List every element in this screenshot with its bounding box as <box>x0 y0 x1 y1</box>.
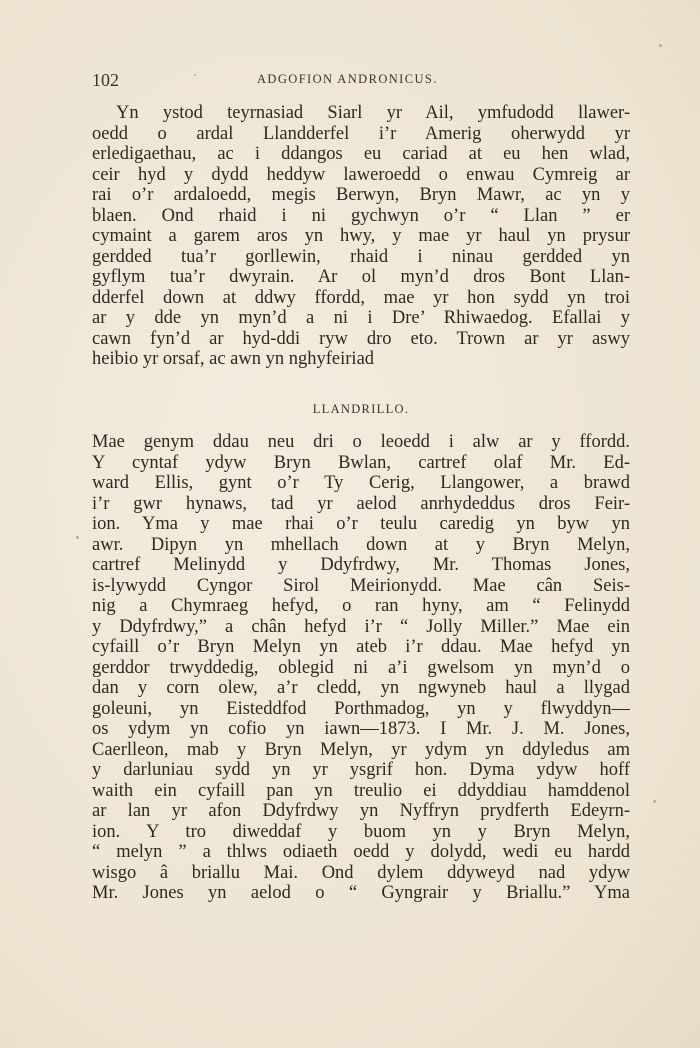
text-line: ceir hyd y dydd heddyw laweroedd o enwau Cymreig ar <box>92 164 630 185</box>
text-line: gerdded tua’r gorllewin, rhaid i ninau gerdded yn <box>92 246 630 267</box>
text-line: i’r gwr hynaws, tad yr aelod anrhydeddus dros Feir- <box>92 493 630 514</box>
text-line: dderfel down at ddwy ffordd, mae yr hon sydd yn troi <box>92 287 630 308</box>
text-line: awr. Dipyn yn mhellach down at y Bryn Melyn, <box>92 534 630 555</box>
text-line: wisgo â briallu Mai. Ond dylem ddyweyd nad ydyw <box>92 862 630 883</box>
text-line: Caerlleon, mab y Bryn Melyn, yr ydym yn ddyledus am <box>92 739 630 760</box>
text-line: ar lan yr afon Ddyfrdwy yn Nyffryn prydferth Edeyrn- <box>92 801 630 821</box>
text-line: Yn ystod teyrnasiad Siarl yr Ail, ymfudodd llawer- <box>116 103 630 123</box>
text-line: dan y corn olew, a’r cledd, yn ngwyneb haul a llygad <box>92 678 630 698</box>
text-line: y Ddyfrdwy,” a chân hefyd i’r “ Jolly Miller.” Mae ein <box>92 616 630 637</box>
page-header <box>92 70 632 94</box>
paper-speck <box>194 74 196 76</box>
text-line: is-lywydd Cyngor Sirol Meirionydd. Mae cân Seis- <box>92 575 630 596</box>
text-line: oedd o ardal Llandderfel i’r Amerig oherwydd yr <box>92 123 630 144</box>
text-line: goleuni, yn Eisteddfod Porthmadog, yn y flwyddyn— <box>92 698 630 719</box>
text-line: erledigaethau, ac i ddangos eu cariad at eu hen wlad, <box>92 144 630 164</box>
paper-speck <box>76 536 79 539</box>
text-line: cawn fyn’d ar hyd-ddi ryw dro eto. Trown ar yr aswy <box>92 328 630 349</box>
text-line: ar y dde yn myn’d a ni i Dre’ Rhiwaedog. Efallai y <box>92 308 630 328</box>
page-number: 102 <box>92 70 119 90</box>
text-line: y darluniau sydd yn yr ysgrif hon. Dyma ydyw hoff <box>92 760 630 780</box>
paper-speck <box>659 44 662 47</box>
text-line: gyflym tua’r dwyrain. Ar ol myn’d dros Bont Llan- <box>92 267 630 287</box>
text-line: ion. Yma y mae rhai o’r teulu caredig yn byw yn <box>92 514 630 534</box>
text-line: heibio yr orsaf, ac awn yn nghyfeiriad <box>92 349 375 369</box>
paragraph-2 <box>92 432 630 904</box>
text-line: ion. Y tro diweddaf y buom yn y Bryn Melyn, <box>92 821 630 842</box>
text-line: rai o’r ardaloedd, megis Berwyn, Bryn Mawr, ac yn y <box>92 185 630 205</box>
text-line: nig a Chymraeg hefyd, o ran hyny, am “ Felinydd <box>92 596 630 616</box>
text-line: cartref Melinydd y Ddyfrdwy, Mr. Thomas Jones, <box>92 555 630 575</box>
text-line: Mae genym ddau neu dri o leoedd i alw ar y ffordd. <box>92 432 630 452</box>
text-line: cymaint a garem aros yn hwy, y mae yr haul yn prysur <box>92 226 630 246</box>
text-line: blaen. Ond rhaid i ni gychwyn o’r “ Llan ” er <box>92 205 630 226</box>
text-line: “ melyn ” a thlws odiaeth oedd y dolydd, wedi eu hardd <box>92 842 630 862</box>
text-line: gerddor trwyddedig, oblegid ni a’i gwelsom yn myn’d o <box>92 657 630 678</box>
text-line: os ydym yn cofio yn iawn—1873. I Mr. J. M. Jones, <box>92 719 630 739</box>
text-line: Y cyntaf ydyw Bryn Bwlan, cartref olaf Mr. Ed- <box>92 452 630 473</box>
paragraph-1 <box>92 103 630 370</box>
text-line: cyfaill o’r Bryn Melyn yn ateb i’r ddau. Mae hefyd yn <box>92 637 630 657</box>
section-heading: LLANDRILLO. <box>312 402 410 416</box>
running-title: ADGOFION ANDRONICUS. <box>257 72 438 86</box>
text-line: waith ein cyfaill pan yn treulio ei ddyddiau hamddenol <box>92 780 630 801</box>
text-line: Mr. Jones yn aelod o “ Gyngrair y Briallu.” Yma <box>92 883 630 903</box>
text-line: ward Ellis, gynt o’r Ty Cerig, Llangower, a brawd <box>92 473 630 493</box>
paper-speck <box>653 800 656 803</box>
